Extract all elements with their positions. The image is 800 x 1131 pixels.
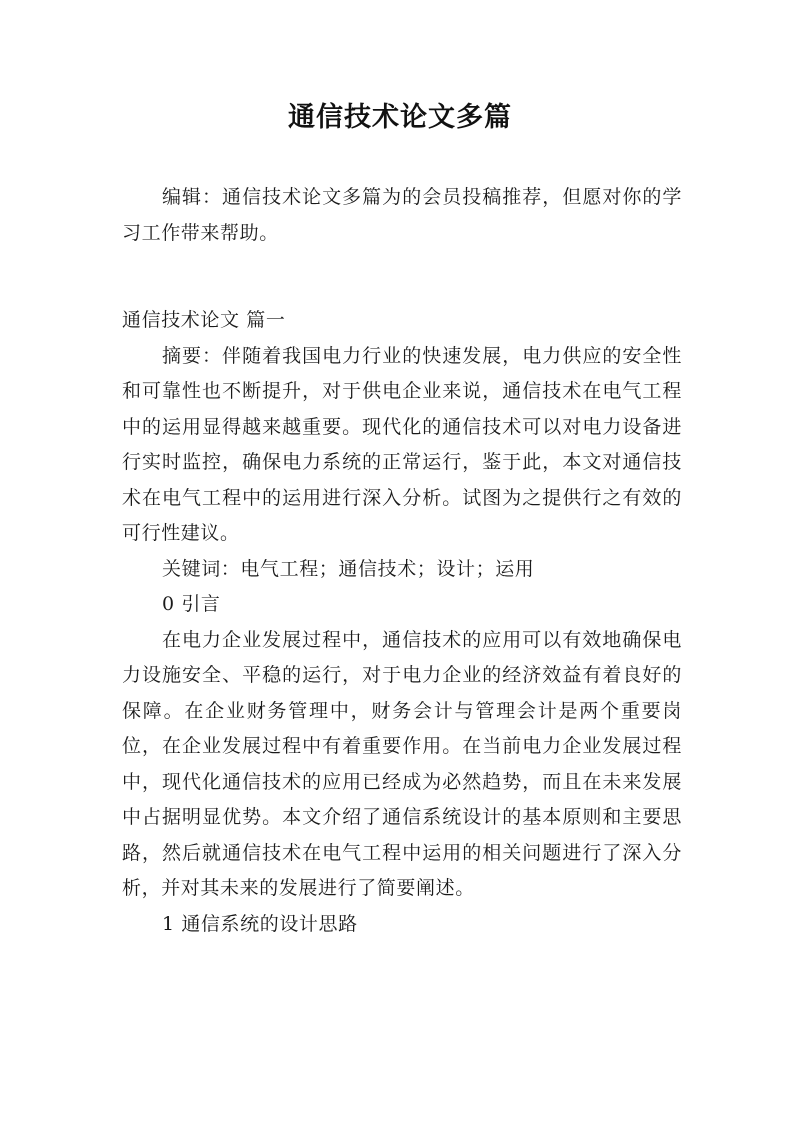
document-title: 通信技术论文多篇 [288,102,512,133]
document-body [122,180,682,942]
keywords-line: 关键词：电气工程；通信技术；设计；运用 [162,557,535,580]
intro-paragraph: 在电力企业发展过程中，通信技术的应用可以有效地确保电力设施安全、平稳的运行，对于电力企业的经济效益有着良好的保障。在企业财务管理中，财务会计与管理会计是两个重要岗位，在企业发展过程中有着重要作用。在当前电力企业发展过程中，现代化通信技术的应用已经成为必然趋势，而且在未来发展中占据明显优势。本文介绍了通信系统设计的基本原则和主要思路，然后就通信技术在电气工程中运用的相关问题进行了深入分析，并对其未来的发展进行了简要阐述。 [122,628,682,899]
editor-note: 编辑：通信技术论文多篇为的会员投稿推荐，但愿对你的学习工作带来帮助。 [122,186,682,244]
paragraph-gap [122,251,682,303]
abstract-paragraph: 摘要：伴随着我国电力行业的快速发展，电力供应的安全性和可靠性也不断提升，对于供电企业来说，通信技术在电气工程中的运用显得越来越重要。现代化的通信技术可以对电力设备进行实时监控，确保电力系统的正常运行，鉴于此，本文对通信技术在电气工程中的运用进行深入分析。试图为之提供行之有效的可行性建议。 [122,344,682,544]
section-title: 通信技术论文 篇一 [122,309,286,331]
section1-heading: 1 通信系统的设计思路 [162,912,358,935]
intro-heading: 0 引言 [162,593,221,615]
